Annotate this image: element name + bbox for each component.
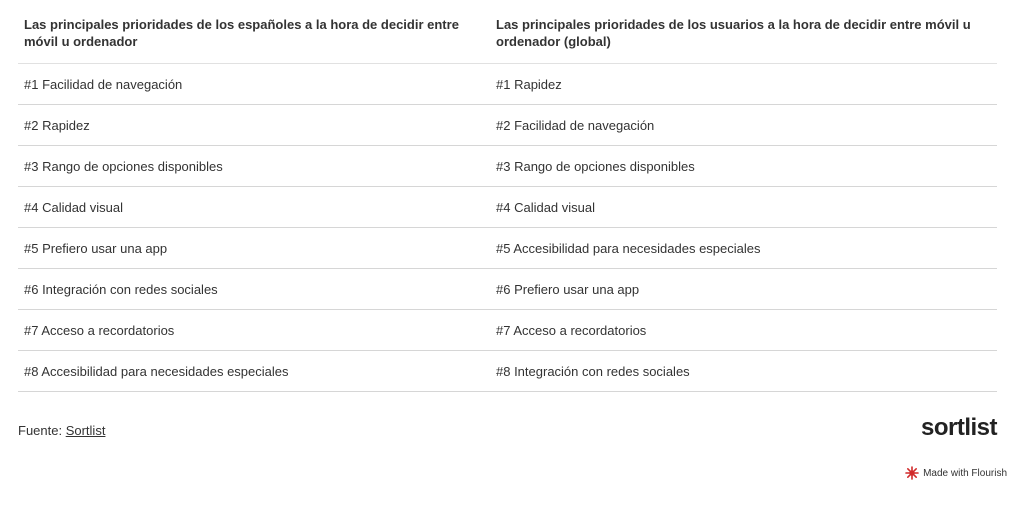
table-cell-global: #2 Facilidad de navegación [490,105,997,146]
table-cell-global: #7 Acceso a recordatorios [490,310,997,351]
column-header-spain: Las principales prioridades de los españoles a la hora de decidir entre móvil u ordenador [18,8,490,64]
table-cell-global: #3 Rango de opciones disponibles [490,146,997,187]
table-cell-spain: #3 Rango de opciones disponibles [18,146,490,187]
source-note [18,423,105,438]
table-cell-spain: #6 Integración con redes sociales [18,269,490,310]
table-cell-spain: #4 Calidad visual [18,187,490,228]
table-row [18,351,997,392]
table-header-row [18,8,997,64]
made-with-flourish-label: Made with Flourish [923,467,1007,479]
table-cell-global: #8 Integración con redes sociales [490,351,997,392]
table-cell-spain: #1 Facilidad de navegación [18,64,490,105]
source-link[interactable]: Sortlist [65,423,106,438]
table-row [18,105,997,146]
table-cell-global: #6 Prefiero usar una app [490,269,997,310]
table-cell-spain: #7 Acceso a recordatorios [18,310,490,351]
sortlist-logo: sortlist [920,414,997,441]
table-row [18,146,997,187]
table-cell-spain: #8 Accesibilidad para necesidades especiales [18,351,490,392]
table-cell-spain: #5 Prefiero usar una app [18,228,490,269]
table-row [18,269,997,310]
table-row [18,228,997,269]
table-cell-spain: #2 Rapidez [18,105,490,146]
source-prefix: Fuente: [18,423,66,438]
column-header-global: Las principales prioridades de los usuarios a la hora de decidir entre móvil u ordenador (global) [490,8,997,64]
flourish-star-icon [905,466,919,480]
made-with-flourish-link[interactable] [905,466,1007,480]
table-cell-global: #5 Accesibilidad para necesidades especiales [490,228,997,269]
table-cell-global: #4 Calidad visual [490,187,997,228]
priorities-table [18,8,997,392]
table-row [18,187,997,228]
table-row [18,310,997,351]
table-cell-global: #1 Rapidez [490,64,997,105]
table-row [18,64,997,105]
